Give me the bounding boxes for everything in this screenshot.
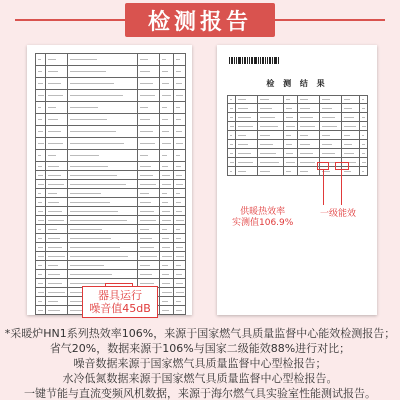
- table-cell: [298, 113, 320, 122]
- table-cell: [320, 113, 342, 122]
- table-cell: [138, 243, 160, 252]
- table-cell: [138, 198, 160, 207]
- table-cell: [46, 252, 68, 261]
- table-row: [228, 104, 368, 113]
- table-cell: [298, 104, 320, 113]
- table-cell: [160, 150, 174, 162]
- table-cell: [258, 113, 284, 122]
- table-row: [36, 189, 186, 198]
- table-cell: [138, 162, 160, 171]
- table-cell: [320, 140, 342, 149]
- barcode-bar: [267, 57, 268, 64]
- efficiency-connector-line: [323, 170, 324, 205]
- table-cell: [68, 261, 138, 270]
- table-row: [36, 252, 186, 261]
- table-cell: [160, 306, 174, 315]
- table-row: [36, 162, 186, 171]
- table-cell: [360, 96, 368, 104]
- table-cell: [46, 78, 68, 90]
- table-cell: [46, 198, 68, 207]
- table-cell: [174, 126, 186, 138]
- table-cell: [68, 78, 138, 90]
- table-cell: [138, 138, 160, 150]
- table-cell: [160, 207, 174, 216]
- barcode-bar: [262, 57, 264, 64]
- table-cell: [36, 225, 46, 234]
- table-row: [36, 90, 186, 102]
- table-cell: [46, 234, 68, 243]
- table-cell: [138, 114, 160, 126]
- barcode-bar: [247, 57, 248, 64]
- table-cell: [174, 270, 186, 279]
- table-row: [36, 102, 186, 114]
- table-cell: [228, 149, 236, 158]
- table-cell: [68, 243, 138, 252]
- table-cell: [342, 149, 360, 158]
- table-cell: [174, 66, 186, 78]
- table-cell: [160, 180, 174, 189]
- barcode-bar: [251, 57, 253, 64]
- table-cell: [174, 297, 186, 306]
- table-cell: [174, 150, 186, 162]
- grade-annotation: 一级能效: [320, 209, 357, 219]
- table-cell: [228, 131, 236, 140]
- table-cell: [36, 243, 46, 252]
- table-row: [36, 216, 186, 225]
- table-cell: [36, 90, 46, 102]
- table-row: [228, 122, 368, 131]
- table-cell: [68, 138, 138, 150]
- barcode-bar: [269, 57, 271, 64]
- table-cell: [284, 149, 298, 158]
- table-cell: [46, 54, 68, 66]
- footnote-line: 噪音数据来源于国家燃气具质量监督中心型检报告；: [73, 357, 327, 370]
- footnote-line: 省气20%，数据来源于106%与国家二级能效88%进行对比；: [49, 342, 351, 355]
- table-row: [36, 54, 186, 66]
- table-cell: [174, 171, 186, 180]
- table-cell: [298, 122, 320, 131]
- table-cell: [138, 216, 160, 225]
- table-cell: [46, 270, 68, 279]
- table-cell: [46, 216, 68, 225]
- left-report-document: [27, 45, 192, 315]
- table-cell: [342, 140, 360, 149]
- table-cell: [36, 171, 46, 180]
- table-cell: [36, 306, 46, 315]
- table-cell: [160, 225, 174, 234]
- table-cell: [236, 131, 258, 140]
- table-row: [36, 207, 186, 216]
- table-cell: [236, 167, 258, 176]
- table-cell: [174, 198, 186, 207]
- table-row: [36, 243, 186, 252]
- barcode-bar: [272, 57, 273, 64]
- table-cell: [36, 270, 46, 279]
- table-cell: [46, 114, 68, 126]
- table-cell: [174, 114, 186, 126]
- table-cell: [284, 131, 298, 140]
- noise-callout: [82, 286, 158, 318]
- table-cell: [160, 270, 174, 279]
- table-cell: [46, 180, 68, 189]
- table-cell: [68, 162, 138, 171]
- table-cell: [138, 252, 160, 261]
- table-cell: [228, 167, 236, 176]
- table-cell: [284, 122, 298, 131]
- table-cell: [68, 216, 138, 225]
- barcode-bar: [260, 57, 261, 64]
- table-row: [36, 126, 186, 138]
- table-row: [228, 140, 368, 149]
- table-cell: [258, 96, 284, 104]
- barcode-bar: [244, 57, 246, 64]
- barcode-bar: [254, 57, 257, 64]
- table-cell: [138, 54, 160, 66]
- table-cell: [36, 234, 46, 243]
- table-cell: [360, 113, 368, 122]
- table-cell: [36, 66, 46, 78]
- table-cell: [36, 279, 46, 288]
- table-row: [36, 78, 186, 90]
- table-cell: [174, 252, 186, 261]
- table-cell: [138, 207, 160, 216]
- table-cell: [174, 78, 186, 90]
- table-cell: [68, 207, 138, 216]
- table-row: [228, 96, 368, 104]
- table-cell: [68, 66, 138, 78]
- table-cell: [138, 180, 160, 189]
- table-cell: [320, 122, 342, 131]
- table-cell: [228, 113, 236, 122]
- table-cell: [228, 104, 236, 113]
- table-cell: [360, 104, 368, 113]
- table-cell: [360, 140, 368, 149]
- footnote-line: *采暖炉HN1系列热效率106%，来源于国家燃气具质量监督中心能效检测报告；: [4, 327, 396, 340]
- table-cell: [174, 225, 186, 234]
- grade-value-highlight: [335, 162, 349, 170]
- table-cell: [46, 297, 68, 306]
- table-cell: [36, 126, 46, 138]
- table-cell: [138, 66, 160, 78]
- table-cell: [36, 207, 46, 216]
- table-cell: [320, 96, 342, 104]
- table-cell: [228, 96, 236, 104]
- table-cell: [46, 243, 68, 252]
- table-cell: [68, 252, 138, 261]
- table-cell: [160, 162, 174, 171]
- right-report-document: [217, 45, 377, 315]
- table-cell: [174, 102, 186, 114]
- barcode-bar: [236, 57, 237, 64]
- barcode-bar: [231, 57, 233, 64]
- table-cell: [46, 261, 68, 270]
- table-cell: [36, 252, 46, 261]
- table-cell: [160, 279, 174, 288]
- table-cell: [46, 171, 68, 180]
- table-row: [36, 138, 186, 150]
- table-cell: [46, 288, 68, 297]
- right-report-title: 检 测 结 果: [266, 79, 328, 88]
- table-cell: [160, 66, 174, 78]
- table-cell: [236, 104, 258, 113]
- table-cell: [174, 306, 186, 315]
- table-cell: [46, 162, 68, 171]
- efficiency-annotation-line2: 实测值106.9%: [232, 218, 294, 228]
- table-cell: [138, 78, 160, 90]
- table-cell: [174, 90, 186, 102]
- table-cell: [138, 102, 160, 114]
- table-cell: [174, 138, 186, 150]
- table-cell: [68, 54, 138, 66]
- table-cell: [138, 225, 160, 234]
- table-cell: [160, 198, 174, 207]
- table-cell: [258, 167, 284, 176]
- table-cell: [160, 138, 174, 150]
- table-cell: [160, 288, 174, 297]
- barcode-bar: [229, 57, 230, 64]
- table-cell: [284, 167, 298, 176]
- table-cell: [342, 122, 360, 131]
- table-cell: [174, 288, 186, 297]
- table-cell: [68, 270, 138, 279]
- table-cell: [342, 96, 360, 104]
- table-cell: [160, 261, 174, 270]
- table-cell: [36, 288, 46, 297]
- table-cell: [160, 216, 174, 225]
- table-row: [36, 234, 186, 243]
- table-row: [36, 270, 186, 279]
- table-cell: [160, 243, 174, 252]
- table-cell: [342, 131, 360, 140]
- table-cell: [36, 162, 46, 171]
- table-cell: [258, 122, 284, 131]
- table-cell: [236, 149, 258, 158]
- table-cell: [298, 149, 320, 158]
- table-cell: [138, 126, 160, 138]
- barcode-bar: [258, 57, 259, 64]
- footnotes: [0, 326, 400, 400]
- table-cell: [228, 140, 236, 149]
- footnote-line: 水冷低氮数据来源于国家燃气具质量监督中心型检报告。: [62, 372, 338, 385]
- table-cell: [160, 189, 174, 198]
- table-cell: [68, 171, 138, 180]
- table-cell: [138, 171, 160, 180]
- table-cell: [138, 150, 160, 162]
- table-cell: [68, 114, 138, 126]
- table-cell: [342, 113, 360, 122]
- table-row: [36, 198, 186, 207]
- table-cell: [46, 102, 68, 114]
- efficiency-value-highlight: [317, 162, 329, 170]
- table-cell: [298, 131, 320, 140]
- page-title: 检测报告: [125, 3, 275, 37]
- table-cell: [68, 189, 138, 198]
- table-cell: [46, 207, 68, 216]
- table-cell: [284, 158, 298, 167]
- table-cell: [284, 140, 298, 149]
- barcode-bar: [249, 57, 250, 64]
- left-report-table: [35, 53, 186, 315]
- barcode-bar: [234, 57, 235, 64]
- footnote-line: 一键节能与直流变频风机数据，来源于海尔燃气具实验室性能测试报告。: [24, 387, 376, 400]
- table-cell: [46, 279, 68, 288]
- table-cell: [46, 189, 68, 198]
- table-row: [228, 131, 368, 140]
- table-cell: [236, 96, 258, 104]
- table-cell: [160, 102, 174, 114]
- table-cell: [138, 261, 160, 270]
- table-cell: [342, 104, 360, 113]
- table-cell: [174, 243, 186, 252]
- table-cell: [160, 54, 174, 66]
- table-cell: [138, 90, 160, 102]
- noise-callout-line1: 器具运行: [98, 289, 142, 302]
- table-cell: [46, 126, 68, 138]
- table-cell: [174, 162, 186, 171]
- table-cell: [36, 78, 46, 90]
- table-cell: [36, 198, 46, 207]
- table-cell: [36, 189, 46, 198]
- table-row: [36, 180, 186, 189]
- table-cell: [46, 138, 68, 150]
- table-cell: [320, 149, 342, 158]
- table-cell: [258, 149, 284, 158]
- barcode-bar: [238, 57, 241, 64]
- table-cell: [258, 104, 284, 113]
- table-cell: [174, 180, 186, 189]
- table-row: [36, 150, 186, 162]
- table-cell: [160, 78, 174, 90]
- table-cell: [258, 131, 284, 140]
- table-cell: [160, 252, 174, 261]
- table-cell: [36, 138, 46, 150]
- table-cell: [46, 225, 68, 234]
- table-cell: [236, 140, 258, 149]
- table-cell: [320, 131, 342, 140]
- noise-callout-line2: 噪音值45dB: [89, 302, 151, 315]
- table-cell: [360, 149, 368, 158]
- table-cell: [46, 66, 68, 78]
- table-cell: [320, 104, 342, 113]
- table-cell: [36, 54, 46, 66]
- table-cell: [284, 113, 298, 122]
- table-cell: [360, 167, 368, 176]
- table-cell: [236, 113, 258, 122]
- table-row: [36, 171, 186, 180]
- table-cell: [174, 189, 186, 198]
- table-cell: [68, 150, 138, 162]
- table-cell: [228, 158, 236, 167]
- table-cell: [68, 225, 138, 234]
- table-cell: [160, 297, 174, 306]
- table-cell: [174, 279, 186, 288]
- table-cell: [36, 114, 46, 126]
- table-cell: [174, 54, 186, 66]
- barcode-bar: [242, 57, 243, 64]
- efficiency-annotation-line1: 供暖热效率: [240, 207, 286, 217]
- table-cell: [36, 102, 46, 114]
- table-cell: [68, 126, 138, 138]
- grade-connector-line: [341, 170, 342, 205]
- table-cell: [46, 306, 68, 315]
- table-cell: [174, 207, 186, 216]
- table-cell: [360, 131, 368, 140]
- table-cell: [298, 140, 320, 149]
- table-cell: [360, 122, 368, 131]
- table-cell: [284, 104, 298, 113]
- efficiency-annotation: [232, 207, 293, 229]
- table-cell: [36, 261, 46, 270]
- table-cell: [228, 122, 236, 131]
- table-cell: [36, 150, 46, 162]
- table-cell: [160, 126, 174, 138]
- table-cell: [236, 122, 258, 131]
- barcode-bar: [274, 57, 277, 64]
- table-cell: [298, 96, 320, 104]
- table-row: [36, 225, 186, 234]
- table-cell: [138, 234, 160, 243]
- barcode: [229, 57, 280, 64]
- table-cell: [138, 270, 160, 279]
- table-row: [36, 114, 186, 126]
- barcode-bar: [278, 57, 279, 64]
- table-cell: [68, 180, 138, 189]
- table-cell: [284, 96, 298, 104]
- table-cell: [174, 234, 186, 243]
- table-cell: [138, 189, 160, 198]
- barcode-bar: [265, 57, 266, 64]
- table-cell: [46, 150, 68, 162]
- table-cell: [258, 140, 284, 149]
- table-cell: [174, 216, 186, 225]
- table-cell: [36, 297, 46, 306]
- table-cell: [258, 158, 284, 167]
- table-cell: [68, 90, 138, 102]
- table-cell: [236, 158, 258, 167]
- table-cell: [68, 198, 138, 207]
- table-cell: [174, 261, 186, 270]
- table-cell: [36, 216, 46, 225]
- table-cell: [160, 90, 174, 102]
- table-cell: [360, 158, 368, 167]
- table-row: [36, 66, 186, 78]
- table-cell: [68, 102, 138, 114]
- table-row: [228, 149, 368, 158]
- table-cell: [36, 180, 46, 189]
- table-cell: [160, 114, 174, 126]
- table-cell: [46, 90, 68, 102]
- table-cell: [160, 171, 174, 180]
- table-cell: [160, 234, 174, 243]
- table-cell: [68, 234, 138, 243]
- table-row: [228, 113, 368, 122]
- table-row: [36, 261, 186, 270]
